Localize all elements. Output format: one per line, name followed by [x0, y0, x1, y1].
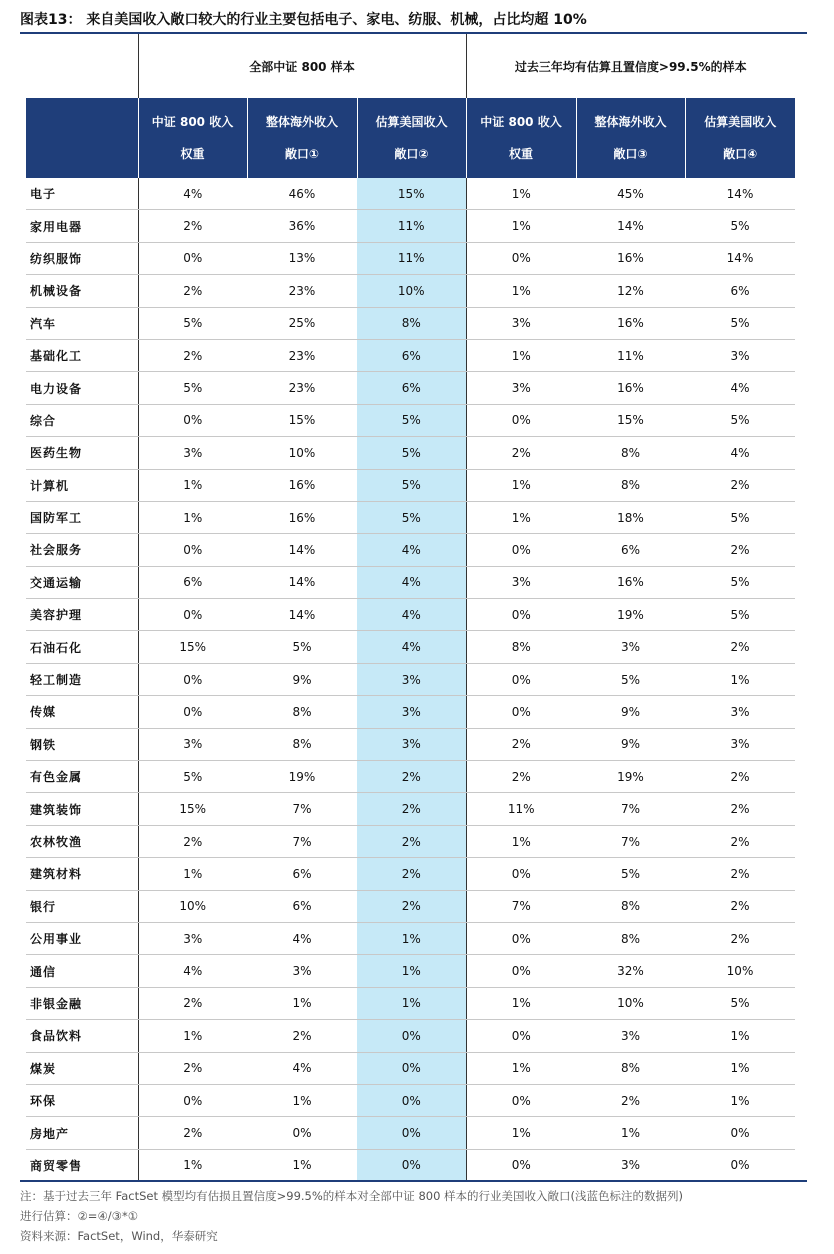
value-cell: 0%: [357, 1149, 466, 1181]
value-cell: 2%: [357, 793, 466, 825]
value-cell: 2%: [685, 793, 795, 825]
value-cell: 5%: [576, 858, 685, 890]
value-cell: 0%: [466, 534, 576, 566]
value-cell: 1%: [685, 1052, 795, 1084]
figure-title: 图表13： 来自美国收入敞口较大的行业主要包括电子、家电、纺服、机械，占比均超 10%: [20, 12, 587, 28]
value-cell: 3%: [466, 566, 576, 598]
value-cell: 14%: [247, 534, 357, 566]
value-cell: 0%: [685, 1149, 795, 1181]
value-cell: 4%: [247, 922, 357, 954]
industry-cell: 建筑材料: [26, 858, 138, 890]
table-row: [26, 858, 795, 890]
value-cell: 8%: [247, 696, 357, 728]
value-cell: 2%: [685, 761, 795, 793]
industry-cell: 机械设备: [26, 275, 138, 307]
industry-cell: 银行: [26, 890, 138, 922]
value-cell: 4%: [685, 372, 795, 404]
value-cell: 10%: [138, 890, 247, 922]
table-row: [26, 404, 795, 436]
industry-cell: 交通运输: [26, 566, 138, 598]
value-cell: 45%: [576, 178, 685, 210]
table-row: [26, 728, 795, 760]
value-cell: 2%: [357, 858, 466, 890]
value-cell: 25%: [247, 307, 357, 339]
value-cell: 7%: [576, 825, 685, 857]
value-cell: 3%: [247, 955, 357, 987]
value-cell: 15%: [138, 631, 247, 663]
value-cell: 5%: [685, 566, 795, 598]
value-cell: 7%: [466, 890, 576, 922]
value-cell: 1%: [138, 1020, 247, 1052]
table-row: [26, 1149, 795, 1181]
table-row: [26, 437, 795, 469]
value-cell: 2%: [357, 761, 466, 793]
table-row: [26, 372, 795, 404]
industry-cell: 非银金融: [26, 987, 138, 1019]
value-cell: 2%: [357, 890, 466, 922]
table-row: [26, 339, 795, 371]
value-cell: 0%: [247, 1117, 357, 1149]
value-cell: 4%: [357, 566, 466, 598]
value-cell: 0%: [466, 696, 576, 728]
value-cell: 19%: [247, 761, 357, 793]
value-cell: 8%: [576, 890, 685, 922]
value-cell: 1%: [466, 339, 576, 371]
value-cell: 0%: [466, 404, 576, 436]
value-cell: 2%: [466, 761, 576, 793]
value-cell: 16%: [247, 501, 357, 533]
value-cell: 5%: [685, 210, 795, 242]
value-cell: 8%: [576, 469, 685, 501]
value-cell: 2%: [685, 825, 795, 857]
value-cell: 1%: [466, 178, 576, 210]
value-cell: 5%: [357, 437, 466, 469]
value-cell: 16%: [576, 307, 685, 339]
value-cell: 10%: [357, 275, 466, 307]
value-cell: 18%: [576, 501, 685, 533]
industry-cell: 电力设备: [26, 372, 138, 404]
value-cell: 8%: [466, 631, 576, 663]
value-cell: 0%: [466, 922, 576, 954]
column-header-3: 估算美国收入 敞口②: [357, 98, 466, 178]
value-cell: 2%: [138, 825, 247, 857]
value-cell: 16%: [576, 372, 685, 404]
value-cell: 1%: [685, 1020, 795, 1052]
value-cell: 2%: [685, 858, 795, 890]
value-cell: 3%: [466, 372, 576, 404]
value-cell: 4%: [247, 1052, 357, 1084]
industry-cell: 石油石化: [26, 631, 138, 663]
value-cell: 1%: [138, 858, 247, 890]
value-cell: 9%: [247, 663, 357, 695]
value-cell: 14%: [685, 178, 795, 210]
value-cell: 3%: [138, 922, 247, 954]
value-cell: 2%: [685, 922, 795, 954]
value-cell: 4%: [357, 631, 466, 663]
industry-cell: 计算机: [26, 469, 138, 501]
value-cell: 19%: [576, 599, 685, 631]
value-cell: 11%: [357, 242, 466, 274]
value-cell: 5%: [138, 761, 247, 793]
value-cell: 0%: [138, 534, 247, 566]
value-cell: 1%: [357, 922, 466, 954]
value-cell: 1%: [466, 210, 576, 242]
table-row: [26, 922, 795, 954]
value-cell: 5%: [685, 307, 795, 339]
value-cell: 9%: [576, 696, 685, 728]
value-cell: 7%: [576, 793, 685, 825]
value-cell: 2%: [138, 1117, 247, 1149]
value-cell: 1%: [357, 955, 466, 987]
table-row: [26, 178, 795, 210]
value-cell: 5%: [685, 987, 795, 1019]
value-cell: 11%: [357, 210, 466, 242]
value-cell: 0%: [466, 1084, 576, 1116]
value-cell: 5%: [138, 307, 247, 339]
industry-cell: 建筑装饰: [26, 793, 138, 825]
table-row: [26, 696, 795, 728]
value-cell: 1%: [576, 1117, 685, 1149]
value-cell: 3%: [685, 728, 795, 760]
value-cell: 4%: [357, 599, 466, 631]
industry-cell: 家用电器: [26, 210, 138, 242]
value-cell: 2%: [466, 437, 576, 469]
value-cell: 9%: [576, 728, 685, 760]
table-row: [26, 307, 795, 339]
value-cell: 5%: [685, 501, 795, 533]
value-cell: 23%: [247, 372, 357, 404]
group-header-all-sample: 全部中证 800 样本: [138, 34, 466, 98]
value-cell: 2%: [138, 210, 247, 242]
value-cell: 1%: [247, 1149, 357, 1181]
value-cell: 0%: [357, 1084, 466, 1116]
table-row: [26, 469, 795, 501]
industry-cell: 传媒: [26, 696, 138, 728]
value-cell: 2%: [466, 728, 576, 760]
value-cell: 0%: [138, 696, 247, 728]
value-cell: 0%: [357, 1117, 466, 1149]
table-row: [26, 599, 795, 631]
value-cell: 8%: [247, 728, 357, 760]
group-header-confident-sample: 过去三年均有估算且置信度>99.5%的样本: [466, 34, 795, 98]
table-body: [26, 178, 795, 1182]
value-cell: 0%: [138, 599, 247, 631]
value-cell: 2%: [247, 1020, 357, 1052]
value-cell: 11%: [466, 793, 576, 825]
industry-cell: 环保: [26, 1084, 138, 1116]
value-cell: 23%: [247, 339, 357, 371]
industry-cell: 基础化工: [26, 339, 138, 371]
table-row: [26, 534, 795, 566]
industry-cell: 医药生物: [26, 437, 138, 469]
industry-cell: 房地产: [26, 1117, 138, 1149]
value-cell: 0%: [138, 663, 247, 695]
industry-cell: 食品饮料: [26, 1020, 138, 1052]
table-row: [26, 210, 795, 242]
column-header-6: 估算美国收入 敞口④: [685, 98, 795, 178]
value-cell: 1%: [357, 987, 466, 1019]
value-cell: 3%: [138, 728, 247, 760]
value-cell: 1%: [466, 1117, 576, 1149]
value-cell: 5%: [138, 372, 247, 404]
value-cell: 3%: [576, 631, 685, 663]
value-cell: 2%: [138, 339, 247, 371]
value-cell: 6%: [138, 566, 247, 598]
table-row: [26, 761, 795, 793]
value-cell: 16%: [576, 242, 685, 274]
industry-cell: 综合: [26, 404, 138, 436]
value-cell: 16%: [576, 566, 685, 598]
industry-cell: 通信: [26, 955, 138, 987]
value-cell: 0%: [466, 242, 576, 274]
industry-cell: 汽车: [26, 307, 138, 339]
value-cell: 1%: [466, 501, 576, 533]
value-cell: 10%: [685, 955, 795, 987]
value-cell: 14%: [685, 242, 795, 274]
value-cell: 6%: [357, 372, 466, 404]
value-cell: 0%: [466, 955, 576, 987]
value-cell: 3%: [357, 728, 466, 760]
column-header-4: 中证 800 收入 权重: [466, 98, 576, 178]
industry-cell: 煤炭: [26, 1052, 138, 1084]
table-row: [26, 275, 795, 307]
value-cell: 3%: [357, 663, 466, 695]
value-cell: 1%: [466, 987, 576, 1019]
value-cell: 32%: [576, 955, 685, 987]
value-cell: 3%: [685, 339, 795, 371]
value-cell: 5%: [247, 631, 357, 663]
value-cell: 2%: [138, 1052, 247, 1084]
value-cell: 15%: [138, 793, 247, 825]
value-cell: 1%: [685, 1084, 795, 1116]
exposure-table: [26, 34, 795, 1182]
value-cell: 2%: [685, 890, 795, 922]
value-cell: 0%: [357, 1020, 466, 1052]
value-cell: 5%: [357, 501, 466, 533]
value-cell: 14%: [247, 599, 357, 631]
industry-cell: 美容护理: [26, 599, 138, 631]
value-cell: 0%: [466, 1020, 576, 1052]
industry-cell: 纺织服饰: [26, 242, 138, 274]
value-cell: 3%: [685, 696, 795, 728]
value-cell: 0%: [685, 1117, 795, 1149]
value-cell: 8%: [576, 922, 685, 954]
value-cell: 36%: [247, 210, 357, 242]
value-cell: 0%: [466, 663, 576, 695]
value-cell: 2%: [138, 275, 247, 307]
value-cell: 1%: [466, 825, 576, 857]
value-cell: 0%: [357, 1052, 466, 1084]
value-cell: 4%: [138, 178, 247, 210]
value-cell: 15%: [357, 178, 466, 210]
notes: [20, 1186, 820, 1246]
column-header-row: [26, 98, 795, 178]
value-cell: 16%: [247, 469, 357, 501]
column-header-5: 整体海外收入 敞口③: [576, 98, 685, 178]
value-cell: 5%: [685, 404, 795, 436]
value-cell: 0%: [138, 1084, 247, 1116]
value-cell: 8%: [357, 307, 466, 339]
value-cell: 2%: [685, 534, 795, 566]
table-row: [26, 566, 795, 598]
table-row: [26, 1084, 795, 1116]
value-cell: 0%: [138, 404, 247, 436]
value-cell: 15%: [576, 404, 685, 436]
industry-cell: 国防军工: [26, 501, 138, 533]
table-row: [26, 1052, 795, 1084]
value-cell: 12%: [576, 275, 685, 307]
value-cell: 1%: [138, 501, 247, 533]
table-row: [26, 242, 795, 274]
value-cell: 8%: [576, 437, 685, 469]
table-row: [26, 631, 795, 663]
value-cell: 4%: [357, 534, 466, 566]
value-cell: 2%: [576, 1084, 685, 1116]
industry-cell: 社会服务: [26, 534, 138, 566]
table-row: [26, 987, 795, 1019]
value-cell: 3%: [576, 1149, 685, 1181]
value-cell: 3%: [466, 307, 576, 339]
source-line: 资料来源：FactSet，Wind，华泰研究: [20, 1229, 218, 1243]
value-cell: 8%: [576, 1052, 685, 1084]
note-line-1: 注：基于过去三年 FactSet 模型均有估损且置信度>99.5%的样本对全部中证 800 样本的行业美国收入敞口(浅蓝色标注的数据列): [20, 1189, 684, 1203]
value-cell: 6%: [357, 339, 466, 371]
table-row: [26, 663, 795, 695]
value-cell: 5%: [357, 404, 466, 436]
value-cell: 19%: [576, 761, 685, 793]
value-cell: 2%: [685, 631, 795, 663]
column-header-1: 中证 800 收入 权重: [138, 98, 247, 178]
table-row: [26, 825, 795, 857]
value-cell: 1%: [466, 469, 576, 501]
table-row: [26, 955, 795, 987]
value-cell: 6%: [247, 890, 357, 922]
value-cell: 15%: [247, 404, 357, 436]
value-cell: 2%: [138, 987, 247, 1019]
value-cell: 2%: [685, 469, 795, 501]
value-cell: 3%: [357, 696, 466, 728]
value-cell: 3%: [576, 1020, 685, 1052]
note-line-2: 进行估算：②=④/③*①: [20, 1209, 138, 1223]
industry-cell: 农林牧渔: [26, 825, 138, 857]
value-cell: 7%: [247, 793, 357, 825]
value-cell: 23%: [247, 275, 357, 307]
industry-cell: 公用事业: [26, 922, 138, 954]
industry-cell: 电子: [26, 178, 138, 210]
industry-cell: 轻工制造: [26, 663, 138, 695]
group-header-blank: [26, 34, 138, 98]
table-row: [26, 501, 795, 533]
column-header-2: 整体海外收入 敞口①: [247, 98, 357, 178]
value-cell: 2%: [357, 825, 466, 857]
value-cell: 14%: [576, 210, 685, 242]
value-cell: 0%: [466, 858, 576, 890]
value-cell: 6%: [576, 534, 685, 566]
value-cell: 46%: [247, 178, 357, 210]
value-cell: 5%: [685, 599, 795, 631]
value-cell: 14%: [247, 566, 357, 598]
value-cell: 1%: [247, 1084, 357, 1116]
value-cell: 5%: [576, 663, 685, 695]
value-cell: 5%: [357, 469, 466, 501]
value-cell: 7%: [247, 825, 357, 857]
value-cell: 1%: [138, 469, 247, 501]
value-cell: 3%: [138, 437, 247, 469]
industry-cell: 商贸零售: [26, 1149, 138, 1181]
industry-cell: 有色金属: [26, 761, 138, 793]
value-cell: 6%: [247, 858, 357, 890]
value-cell: 4%: [138, 955, 247, 987]
group-header-row: [26, 34, 795, 98]
table-row: [26, 793, 795, 825]
value-cell: 0%: [466, 1149, 576, 1181]
value-cell: 1%: [466, 1052, 576, 1084]
value-cell: 1%: [247, 987, 357, 1019]
value-cell: 10%: [247, 437, 357, 469]
value-cell: 1%: [685, 663, 795, 695]
table-row: [26, 1020, 795, 1052]
value-cell: 0%: [466, 599, 576, 631]
industry-cell: 钢铁: [26, 728, 138, 760]
value-cell: 0%: [138, 242, 247, 274]
value-cell: 6%: [685, 275, 795, 307]
table-row: [26, 1117, 795, 1149]
column-header-industry: [26, 98, 138, 178]
value-cell: 10%: [576, 987, 685, 1019]
value-cell: 1%: [138, 1149, 247, 1181]
value-cell: 11%: [576, 339, 685, 371]
value-cell: 4%: [685, 437, 795, 469]
bottom-rule: [20, 1180, 807, 1182]
value-cell: 1%: [466, 275, 576, 307]
table-row: [26, 890, 795, 922]
value-cell: 13%: [247, 242, 357, 274]
